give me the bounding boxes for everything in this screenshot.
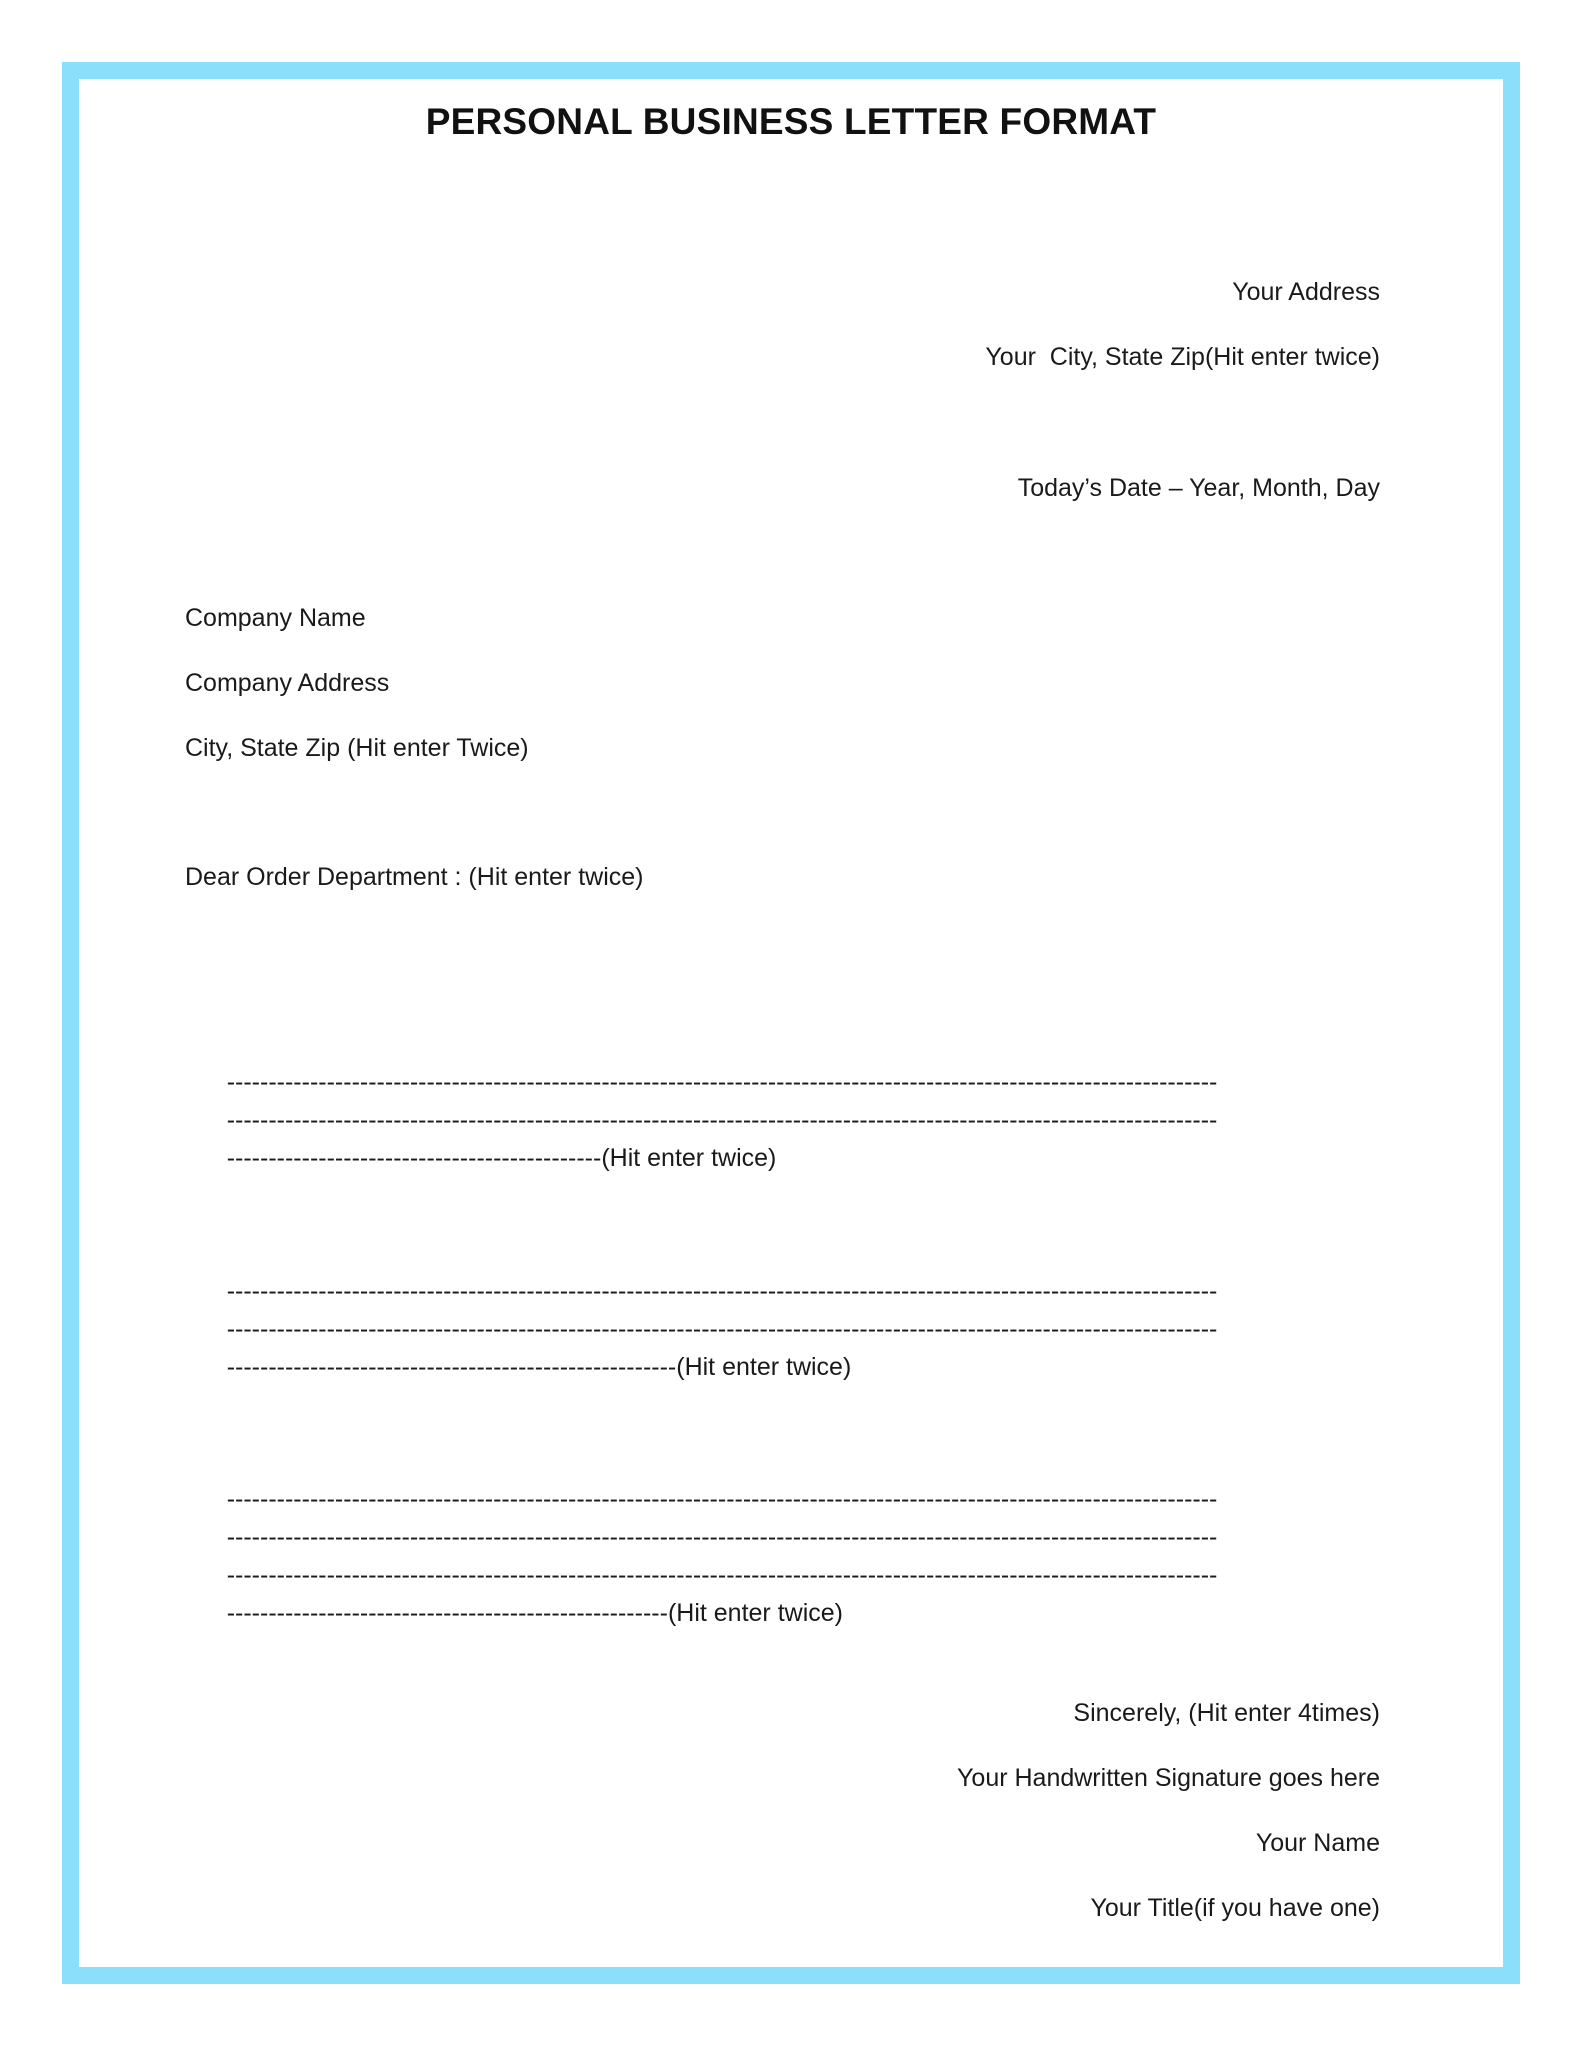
closing-title-line: Your Title(if you have one) [1090, 1894, 1380, 1922]
dashed-rule: ------------------------------------------------------ [226, 1352, 677, 1381]
dashed-rule: ----------------------------------------------------- [226, 1598, 668, 1627]
paragraph-2-note: (Hit enter twice) [676, 1352, 852, 1381]
closing-signature-line: Your Handwritten Signature goes here [957, 1764, 1380, 1792]
page-title: PERSONAL BUSINESS LETTER FORMAT [425, 101, 1157, 142]
dashed-rule: --------------------------------------------- [226, 1143, 602, 1172]
dashed-rule: ----------------------------------------------------------------------------------------------------------------------- [226, 1484, 1218, 1513]
date-line: Today’s Date – Year, Month, Day [1017, 474, 1380, 502]
dashed-rule: ----------------------------------------------------------------------------------------------------------------------- [226, 1314, 1218, 1343]
closing-sincerely-line: Sincerely, (Hit enter 4times) [1073, 1699, 1380, 1727]
salutation-line: Dear Order Department : (Hit enter twice) [185, 863, 644, 891]
dashed-rule: ----------------------------------------------------------------------------------------------------------------------- [226, 1522, 1218, 1551]
paragraph-1-note: (Hit enter twice) [601, 1143, 777, 1172]
paragraph-1-rule-3 [185, 1115, 776, 1201]
company-name-line: Company Name [185, 604, 366, 632]
dashed-rule: ----------------------------------------------------------------------------------------------------------------------- [226, 1067, 1218, 1096]
paragraph-3-note: (Hit enter twice) [667, 1598, 843, 1627]
paragraph-2-rule-3 [185, 1324, 851, 1410]
dashed-rule: ----------------------------------------------------------------------------------------------------------------------- [226, 1105, 1218, 1134]
company-city-state-zip-line: City, State Zip (Hit enter Twice) [185, 734, 529, 762]
dashed-rule: ----------------------------------------------------------------------------------------------------------------------- [226, 1276, 1218, 1305]
return-city-state-zip-line: Your City, State Zip(Hit enter twice) [985, 343, 1380, 371]
closing-name-line: Your Name [1255, 1829, 1380, 1857]
company-address-line: Company Address [185, 669, 390, 697]
return-address-line: Your Address [1232, 278, 1380, 306]
letter-sheet [79, 79, 1503, 1967]
paragraph-3-rule-4 [185, 1570, 843, 1656]
dashed-rule: ----------------------------------------------------------------------------------------------------------------------- [226, 1560, 1218, 1589]
